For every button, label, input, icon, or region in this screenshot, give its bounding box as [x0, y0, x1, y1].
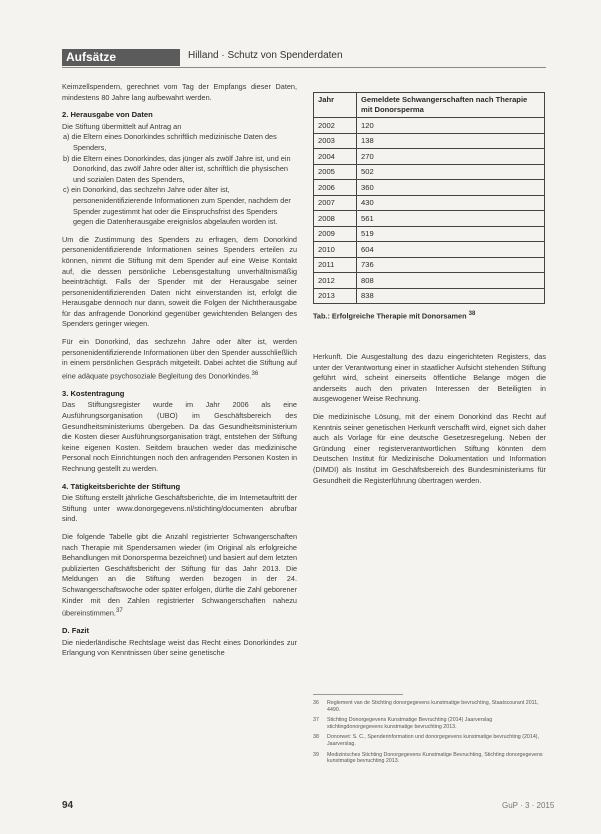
footnote-number: 36 [313, 700, 319, 706]
herausgabe-list [62, 132, 297, 227]
table-caption-text: Tab.: Erfolgreiche Therapie mit Donorsamen [313, 311, 467, 321]
count-cell: 270 [357, 149, 545, 165]
col-header-year: Jahr [314, 93, 357, 118]
paragraph-tabelle-text: Die folgende Tabelle gibt die Anzahl registrierter Schwangerschaften nach Therapie mit Spendersamen wieder (im Original als erfolgreiche Behandlungen mit Donorsperma bezeichnet) und basiert auf dem letzten publizierten Geschäftsbericht der Stiftung für das Jahr 2013. Die Meldungen an die Stiftung werden bezogen in der 24. Schwangerschaftswoche oder später erfolgen, dürfte die Zahl geborener Kinder mit den Zahlen registrierter Schwangerschaften nahezu übereinstimmen. [62, 531, 297, 618]
footnote-rule [313, 694, 403, 695]
table-row [314, 180, 545, 196]
table-row [314, 149, 545, 165]
table-row [314, 226, 545, 242]
footnote-ref: 36 [251, 369, 259, 377]
count-cell: 604 [357, 242, 545, 258]
table-header-row [314, 93, 545, 118]
footnote-text: Donorwet: S. C., Spenderinformation und donorgegevens kunstmatige bevruchting (2014), Jaarverslag. [327, 734, 539, 747]
table-row [314, 211, 545, 227]
year-cell: 2007 [314, 195, 357, 211]
table-row [314, 288, 545, 304]
year-cell: 2013 [314, 288, 357, 304]
left-column [62, 82, 297, 666]
count-cell: 360 [357, 180, 545, 196]
pregnancy-table [313, 92, 545, 304]
footnote-number: 37 [313, 717, 319, 724]
footnote [313, 717, 546, 730]
page-number: 94 [62, 800, 74, 811]
table-caption [313, 310, 475, 320]
footnote [313, 700, 546, 713]
count-cell: 561 [357, 211, 545, 227]
count-cell: 120 [357, 118, 545, 134]
count-cell: 519 [357, 226, 545, 242]
heading-herausgabe: 2. Herausgabe von Daten [62, 110, 153, 120]
paragraph-herausgabe: Die Stiftung übermittelt auf Antrag an [62, 121, 182, 131]
paragraph-berichte: Die Stiftung erstellt jährliche Geschäftsberichte, die im Internetauftritt der Stiftung unter www.donorgegevens.nl/stichting/documenten abrufbar sind. [62, 493, 297, 524]
paragraph-fazit: Die niederländische Rechtslage weist das Recht eines Donorkindes zur Erlangung von Kenntnissen über seine genetische [62, 637, 297, 658]
year-cell: 2008 [314, 211, 357, 227]
footnotes [313, 700, 546, 769]
year-cell: 2012 [314, 273, 357, 289]
table-row [314, 118, 545, 134]
table-row [314, 195, 545, 211]
count-cell: 736 [357, 257, 545, 273]
table-row [314, 273, 545, 289]
year-cell: 2002 [314, 118, 357, 134]
col-header-pregnancies: Gemeldete Schwangerschaften nach Therapie mit Donorsperma [357, 93, 545, 118]
list-item: c) ein Donorkind, das sechzehn Jahre oder älter ist, personenidentifizierende Informationen zum Spender, nachdem der Spender zugestimmt hat oder die Einspruchsfrist des Spenders gegen die Datenherausgabe ereignislos abgelaufen worden ist. [63, 185, 291, 227]
footnote-number: 38 [313, 734, 319, 741]
heading-fazit: D. Fazit [62, 626, 90, 636]
paragraph-zustimmung: Um die Zustimmung des Spenders zu erfragen, dem Donorkind personenidentifizierende Informationen seines Spenders erteilen zu können, nimmt die Stiftung mit dem Spender auf eine Weise Kontakt auf, die dessen persönliche Lebensgestaltung unverhältnismäßig beeinträchtigt. Falls der Spender mit der Herausgabe seiner personenidentifizierenden Daten nicht einverstanden ist, erfolgt die Herausgabe dennoch nur dann, soweit die Folgen der Nichtherausgabe für das anfragende Donorkind gegenüber gewichtenden Belangen des Spenders geringer wiegen. [62, 234, 297, 329]
year-cell: 2006 [314, 180, 357, 196]
count-cell: 838 [357, 288, 545, 304]
section-tag: Aufsätze [62, 49, 180, 66]
count-cell: 138 [357, 133, 545, 149]
list-item: b) die Eltern eines Donorkindes, das jünger als zwölf Jahre ist, und ein Donorkind, das zwölf Jahre oder älter ist, schriftlich die physischen und sozialen Daten des Spenders, [63, 153, 291, 184]
table-row [314, 242, 545, 258]
table-row [314, 164, 545, 180]
year-cell: 2005 [314, 164, 357, 180]
year-cell: 2010 [314, 242, 357, 258]
footnote-number: 39 [313, 751, 319, 758]
table-row [314, 133, 545, 149]
paragraph-loesung: Die medizinische Lösung, mit der einem Donorkind das Recht auf Kenntnis seiner genetischen Herkunft verschafft wird, eignet sich daher auch als Vorlage für eine deutsche Gesetzesregelung. Neben der Gründung einer registerverantwortlichen Stiftung könnten dem Deutschen Institut für Medizinische Dokumentation und Information (DIMDI) als Institut im Geschäftsbereich des Bundesministeriums für Gesundheit die Registerführung übertragen werden. [313, 411, 546, 485]
year-cell: 2009 [314, 226, 357, 242]
year-cell: 2004 [314, 149, 357, 165]
count-cell: 502 [357, 164, 545, 180]
table-row [314, 257, 545, 273]
footnote-text: Stichting Donorgegevens Kunstmatige Bevruchting (2014) Jaarverslag stichtingdonorgegevens kunstmatige bevruchting 2013. [327, 717, 493, 730]
footnote-text: Medizinisches Stichting Donorgegevens Kunstmatige Bevruchting, Stichting donorgegevens kunstmatige bevruchting 2013. [327, 751, 543, 765]
paragraph-herkunft: Herkunft. Die Ausgestaltung des dazu eingerichteten Registers, das unter der Verantwortung einer in staatlicher Aufsicht stehenden Stiftung geführt wird, scheint einerseits öffentliche Belange mögen die anderseits auch den privaten Interessen der Beteiligten in ausgewogener Weise Rechnung. [313, 352, 546, 404]
journal-label: GuP · 3 · 2015 [502, 801, 555, 810]
footnote [313, 734, 546, 747]
heading-taetigkeitsberichte: 4. Tätigkeitsberichte der Stiftung [62, 481, 181, 491]
footnote-text: Reglement van de Stichting donorgegevens kunstmatige bevruchting, Staatscourant 2011, 4490. [327, 700, 539, 713]
intro-paragraph: Keimzellspendern, gerechnet vom Tag der Empfangs dieser Daten, mindestens 80 Jahre lang aufbewahrt werden. [62, 82, 297, 102]
count-cell: 808 [357, 273, 545, 289]
paragraph-gespraech [62, 337, 297, 382]
footnote-ref: 37 [115, 607, 123, 615]
paragraph-kosten: Das Stiftungsregister wurde im Jahr 2006 als eine Ausführungsorganisation (UBO) im Geschäftsbereich des Gesundheitsministeriums übergeben. Da das Gesundheitsministerium die Kosten dieser Ausführungsorganisation trägt, entstehen der Stiftung keine eigenen Kosten. Seitdem brauchen weder das medizinische Personal noch Einrichtungen noch den anfragenden Personen Kosten in Rechnung gestellt zu werden. [62, 400, 297, 474]
paragraph-tabelle [62, 532, 297, 619]
count-cell: 430 [357, 195, 545, 211]
year-cell: 2003 [314, 133, 357, 149]
footnote-ref: 38 [468, 310, 476, 317]
running-title: Hilland · Schutz von Spenderdaten [188, 50, 343, 61]
list-item: a) die Eltern eines Donorkindes schriftlich medizinische Daten des Spenders, [63, 132, 277, 152]
year-cell: 2011 [314, 257, 357, 273]
header-rule [62, 67, 546, 68]
right-column [313, 352, 546, 493]
paragraph-gespraech-text: Für ein Donorkind, das sechzehn Jahre oder älter ist, werden personenidentifizierende Informationen über den Spender ausschließlich in einem persönlichen Gespräch mitgeteilt. Dabei achtet die Stiftung auf eine adäquate psychosoziale Begleitung des Donorkindes. [62, 337, 297, 381]
heading-kostentragung: 3. Kostentragung [62, 388, 125, 398]
footnote [313, 752, 546, 765]
